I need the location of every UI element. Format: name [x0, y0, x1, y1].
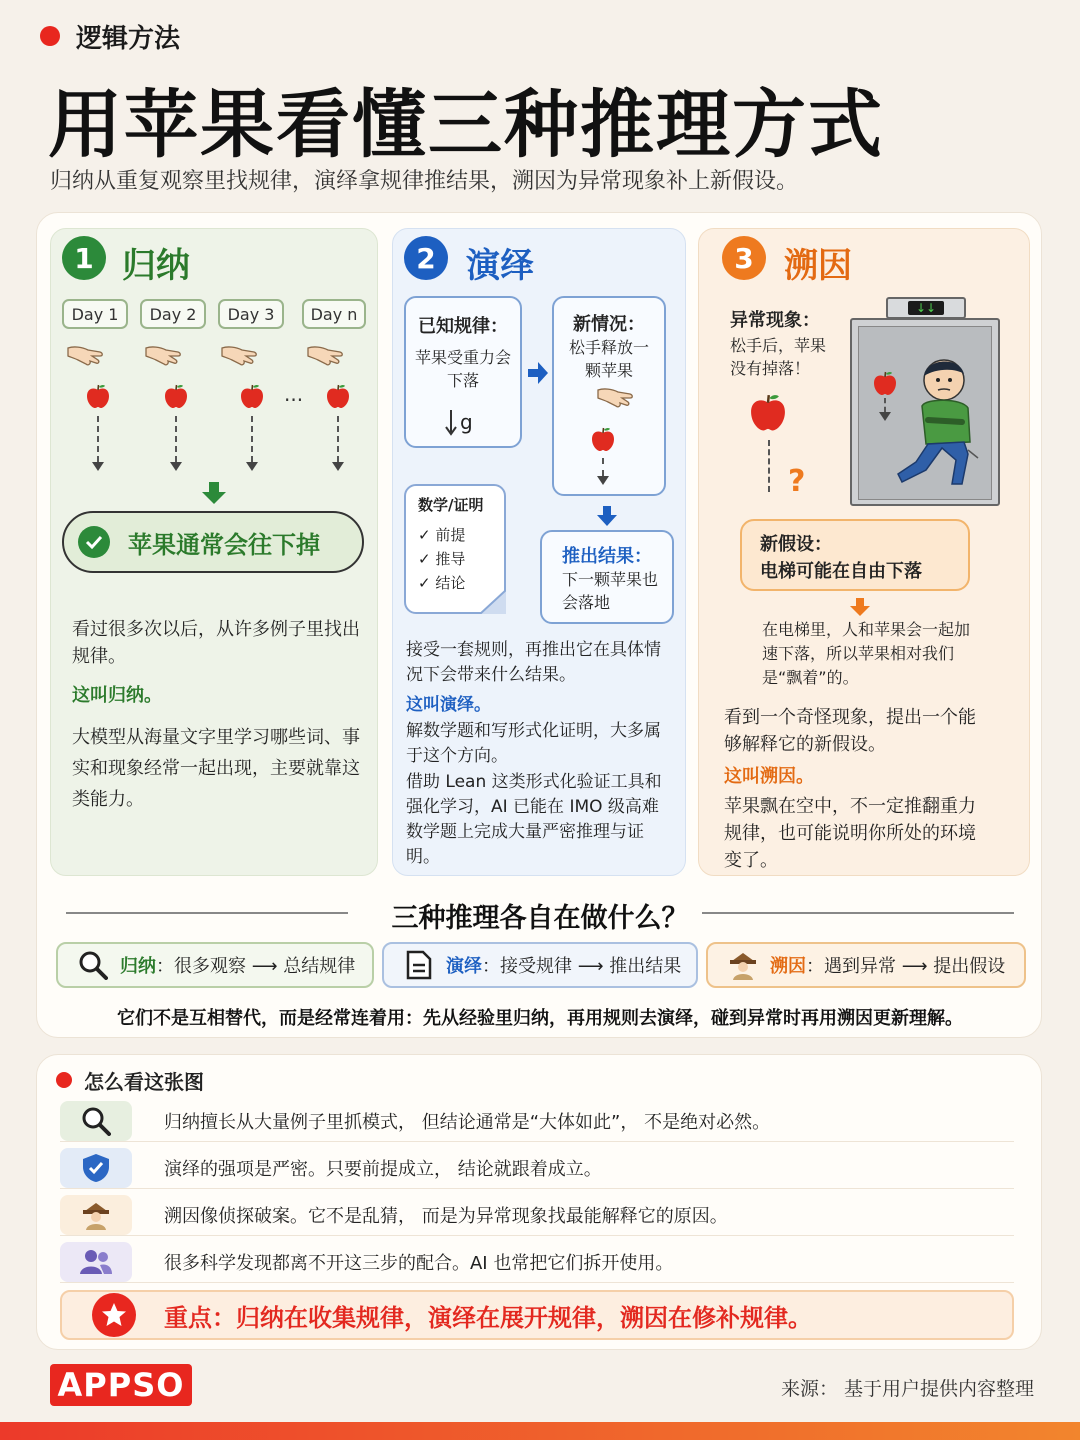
abduction-extra: 苹果飘在空中，不一定推翻重力规律，也可能说明你所处的环境变了。 — [724, 796, 976, 871]
math-proof-title: 数学/证明 — [418, 496, 484, 514]
down-arrow-icon — [246, 462, 258, 471]
star-icon — [92, 1293, 136, 1337]
divider-right — [702, 912, 1014, 914]
search-icon — [76, 948, 110, 982]
result-text: 下一颗苹果也会落地 — [562, 570, 659, 612]
day-chip: Day 3 — [218, 299, 284, 329]
question-mark: ? — [788, 464, 806, 499]
elevator-indicator — [886, 297, 966, 319]
howto-row — [60, 1147, 1014, 1189]
deduction-summary-chip — [382, 942, 698, 988]
anomaly-text: 松手后，苹果没有掉落！ — [730, 336, 827, 378]
howto-row — [60, 1241, 1014, 1283]
fall-line — [337, 416, 339, 462]
induction-desc: 看过很多次以后，从许多例子里找出规律。 — [72, 619, 360, 667]
search-icon — [60, 1101, 132, 1141]
hand-icon — [220, 342, 260, 372]
elevator-sign: ↓↓ — [908, 301, 944, 315]
page-subtitle: 归纳从重复观察里找规律，演绎拿规律推结果，溯因为异常现象补上新假设。 — [50, 169, 799, 194]
new-situation-text: 松手释放一颗苹果 — [568, 338, 649, 380]
chip-text: ：接受规律 ⟶ 推出结果 — [482, 956, 682, 977]
fall-line — [175, 416, 177, 462]
check-icon — [78, 526, 110, 558]
induction-extra: 大模型从海量文字里学习哪些词、事实和现象经常一起出现，主要就靠这类能力。 — [72, 727, 360, 810]
hypothesis-text: 电梯可能在自由下落 — [760, 561, 922, 582]
induction-conclusion-text: 苹果通常会往下掉 — [128, 530, 320, 559]
result-title: 推出结果： — [562, 546, 652, 567]
hand-icon — [144, 342, 184, 372]
apple-icon — [325, 383, 351, 409]
detective-icon — [726, 948, 760, 982]
howto-title: 怎么看这张图 — [84, 1070, 204, 1094]
page-title: 用苹果看懂三种推理方式 — [48, 82, 884, 168]
hand-icon — [66, 342, 106, 372]
down-arrow-icon — [597, 506, 617, 526]
deduction-number: 2 — [404, 236, 448, 280]
deduction-title: 演绎 — [466, 246, 534, 286]
abduction-title: 溯因 — [784, 246, 852, 286]
shield-icon — [60, 1148, 132, 1188]
howto-row-text: 归纳擅长从大量例子里抓模式， 但结论通常是“大体如此”， 不是绝对必然。 — [164, 1111, 771, 1133]
summary-title: 三种推理各自在做什么？ — [391, 903, 689, 934]
induction-term: 这叫归纳。 — [72, 685, 162, 706]
tag-dot — [40, 26, 60, 46]
known-rule-text: 苹果受重力会下落 — [414, 348, 511, 390]
anomaly-title: 异常现象： — [730, 310, 820, 331]
fall-line — [768, 440, 770, 492]
induction-title: 归纳 — [122, 246, 190, 286]
chip-name: 演绎 — [446, 956, 482, 977]
apple-icon — [748, 392, 788, 432]
apple-icon — [163, 383, 189, 409]
known-rule-title: 已知规律： — [418, 316, 508, 337]
induction-number: 1 — [62, 236, 106, 280]
howto-dot — [56, 1072, 72, 1088]
abduction-desc: 看到一个奇怪现象，提出一个能够解释它的新假设。 — [724, 707, 976, 755]
math-proof-item: ✓ 结论 — [418, 574, 466, 592]
down-arrow-icon — [597, 476, 609, 485]
math-proof-item: ✓ 前提 — [418, 526, 466, 544]
ellipsis: ··· — [284, 388, 304, 412]
deduction-extra1: 解数学题和写形式化证明，大多属于这个方向。 — [406, 721, 661, 766]
chip-name: 归纳 — [120, 956, 156, 977]
right-arrow-icon — [528, 362, 548, 384]
howto-row — [60, 1100, 1014, 1142]
howto-row-text: 很多科学发现都离不开这三步的配合。AI 也常把它们拆开使用。 — [164, 1252, 674, 1274]
person-icon — [886, 350, 986, 490]
detective-icon — [60, 1195, 132, 1235]
chip-text: ：很多观察 ⟶ 总结规律 — [156, 956, 356, 977]
fall-line — [251, 416, 253, 462]
down-arrow-icon — [332, 462, 344, 471]
gravity-symbol: g — [460, 410, 473, 434]
induction-summary-chip — [56, 942, 374, 988]
new-situation-title: 新情况： — [573, 314, 645, 335]
apple-icon — [239, 383, 265, 409]
hypothesis-title: 新假设： — [760, 534, 832, 555]
document-icon — [402, 948, 436, 982]
bottom-bar — [0, 1422, 1080, 1440]
page-fold-icon — [480, 590, 506, 614]
hand-icon — [596, 384, 636, 414]
chip-name: 溯因 — [770, 956, 806, 977]
day-chip: Day 1 — [62, 299, 128, 329]
day-chip: Day 2 — [140, 299, 206, 329]
tag-label: 逻辑方法 — [76, 24, 181, 54]
hand-icon — [306, 342, 346, 372]
appso-logo: APPSO — [50, 1364, 192, 1406]
people-icon — [60, 1242, 132, 1282]
down-arrow-icon — [850, 598, 870, 616]
deduction-term: 这叫演绎。 — [406, 695, 491, 715]
gravity-arrow-icon — [444, 410, 458, 436]
fall-line — [97, 416, 99, 462]
key-point — [60, 1290, 1014, 1340]
howto-row-text: 演绎的强项是严密。只要前提成立， 结论就跟着成立。 — [164, 1158, 602, 1180]
howto-row — [60, 1194, 1014, 1236]
apple-icon — [85, 383, 111, 409]
induction-conclusion — [62, 511, 364, 573]
math-proof-item: ✓ 推导 — [418, 550, 466, 568]
howto-row-text: 溯因像侦探破案。它不是乱猜， 而是为异常现象找最能解释它的原因。 — [164, 1205, 728, 1227]
source-note: 来源： 基于用户提供内容整理 — [780, 1378, 1034, 1400]
abduction-summary-chip — [706, 942, 1026, 988]
summary-note: 它们不是互相替代，而是经常连着用：先从经验里归纳，再用规则去演绎，碰到异常时再用溯因更新理解。 — [117, 1008, 963, 1029]
key-point-text: 重点：归纳在收集规律，演绎在展开规律，溯因在修补规律。 — [164, 1303, 812, 1332]
hypothesis-explain: 在电梯里，人和苹果会一起加速下落，所以苹果相对我们是“飘着”的。 — [762, 620, 971, 687]
down-arrow-icon — [202, 482, 226, 504]
down-arrow-icon — [170, 462, 182, 471]
deduction-desc: 接受一套规则，再推出它在具体情况下会带来什么结果。 — [406, 640, 661, 685]
down-arrow-icon — [92, 462, 104, 471]
abduction-number: 3 — [722, 236, 766, 280]
deduction-extra2: 借助 Lean 这类形式化验证工具和强化学习，AI 已能在 IMO 级高难数学题上完成大量严密推理与证明。 — [406, 772, 662, 867]
apple-icon — [590, 426, 616, 452]
fall-line — [602, 458, 604, 476]
abduction-term: 这叫溯因。 — [724, 766, 814, 787]
day-chip: Day n — [302, 299, 366, 329]
chip-text: ：遇到异常 ⟶ 提出假设 — [806, 956, 1006, 977]
